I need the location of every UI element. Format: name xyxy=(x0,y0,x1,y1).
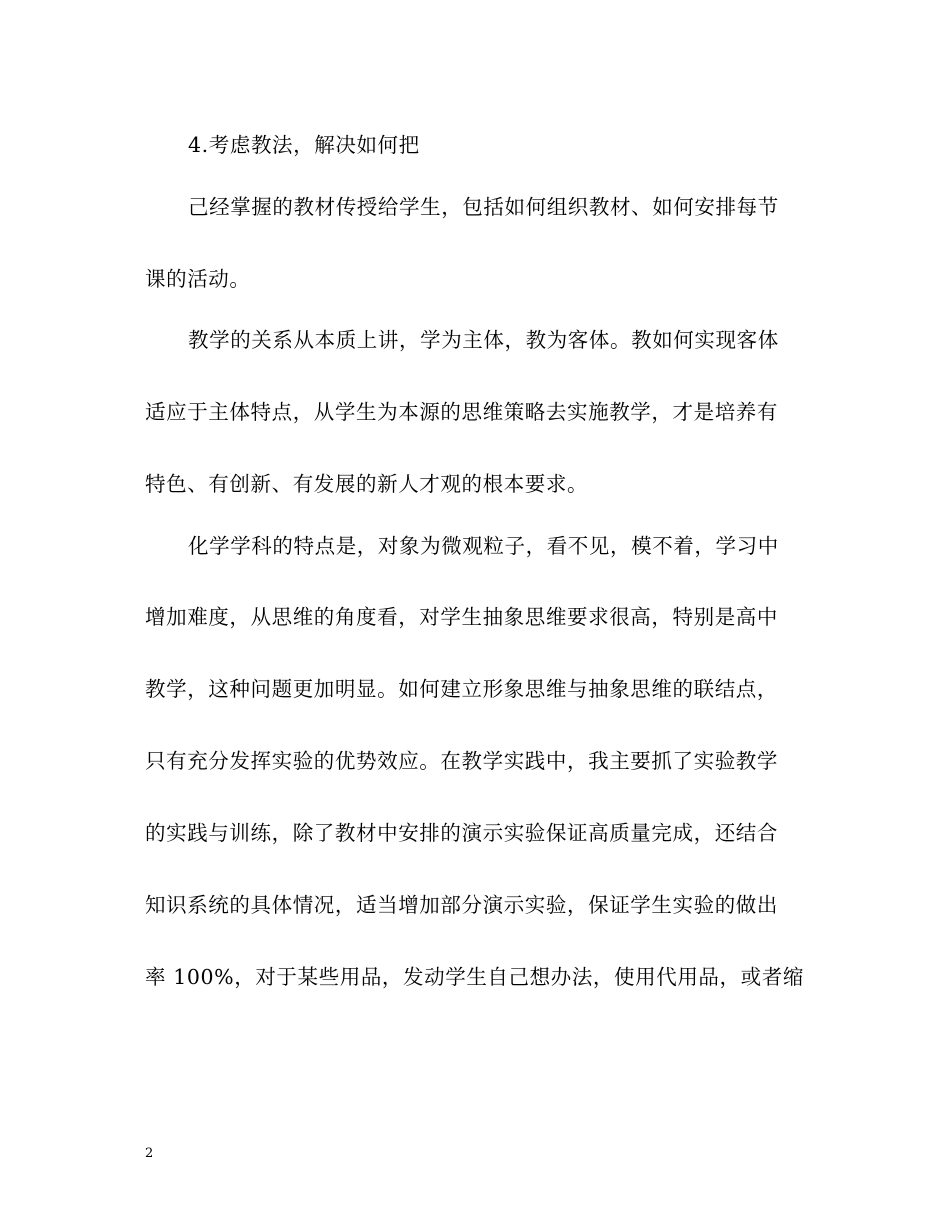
text-line: 特色、有创新、有发展的新人才观的根本要求。 xyxy=(145,472,589,496)
text-line: 增加难度，从思维的角度看，对学生抽象思维要求很高，特别是高中 xyxy=(145,605,778,629)
text-line: 4.考虑教法，解决如何把 xyxy=(188,133,420,157)
text-line: 知识系统的具体情况，适当增加部分演示实验，保证学生实验的做出 xyxy=(145,893,778,917)
page-number: 2 xyxy=(145,1146,154,1161)
text-line: 率 100%，对于某些用品，发动学生自己想办法，使用代用品，或者缩 xyxy=(145,965,804,989)
text-line: 教学，这种问题更加明显。如何建立形象思维与抽象思维的联结点， xyxy=(145,677,778,701)
text-line: 己经掌握的教材传授给学生，包括如何组织教材、如何安排每节 xyxy=(188,195,779,219)
text-line: 的实践与训练，除了教材中安排的演示实验保证高质量完成，还结合 xyxy=(145,821,778,845)
text-line: 课的活动。 xyxy=(145,267,251,291)
text-line: 适应于主体特点，从学生为本源的思维策略去实施教学，才是培养有 xyxy=(145,400,778,424)
text-line: 教学的关系从本质上讲，学为主体，教为客体。教如何实现客体 xyxy=(188,328,779,352)
text-line: 化学学科的特点是，对象为微观粒子，看不见，模不着，学习中 xyxy=(188,534,779,558)
text-line: 只有充分发挥实验的优势效应。在教学实践中，我主要抓了实验教学 xyxy=(145,749,778,773)
